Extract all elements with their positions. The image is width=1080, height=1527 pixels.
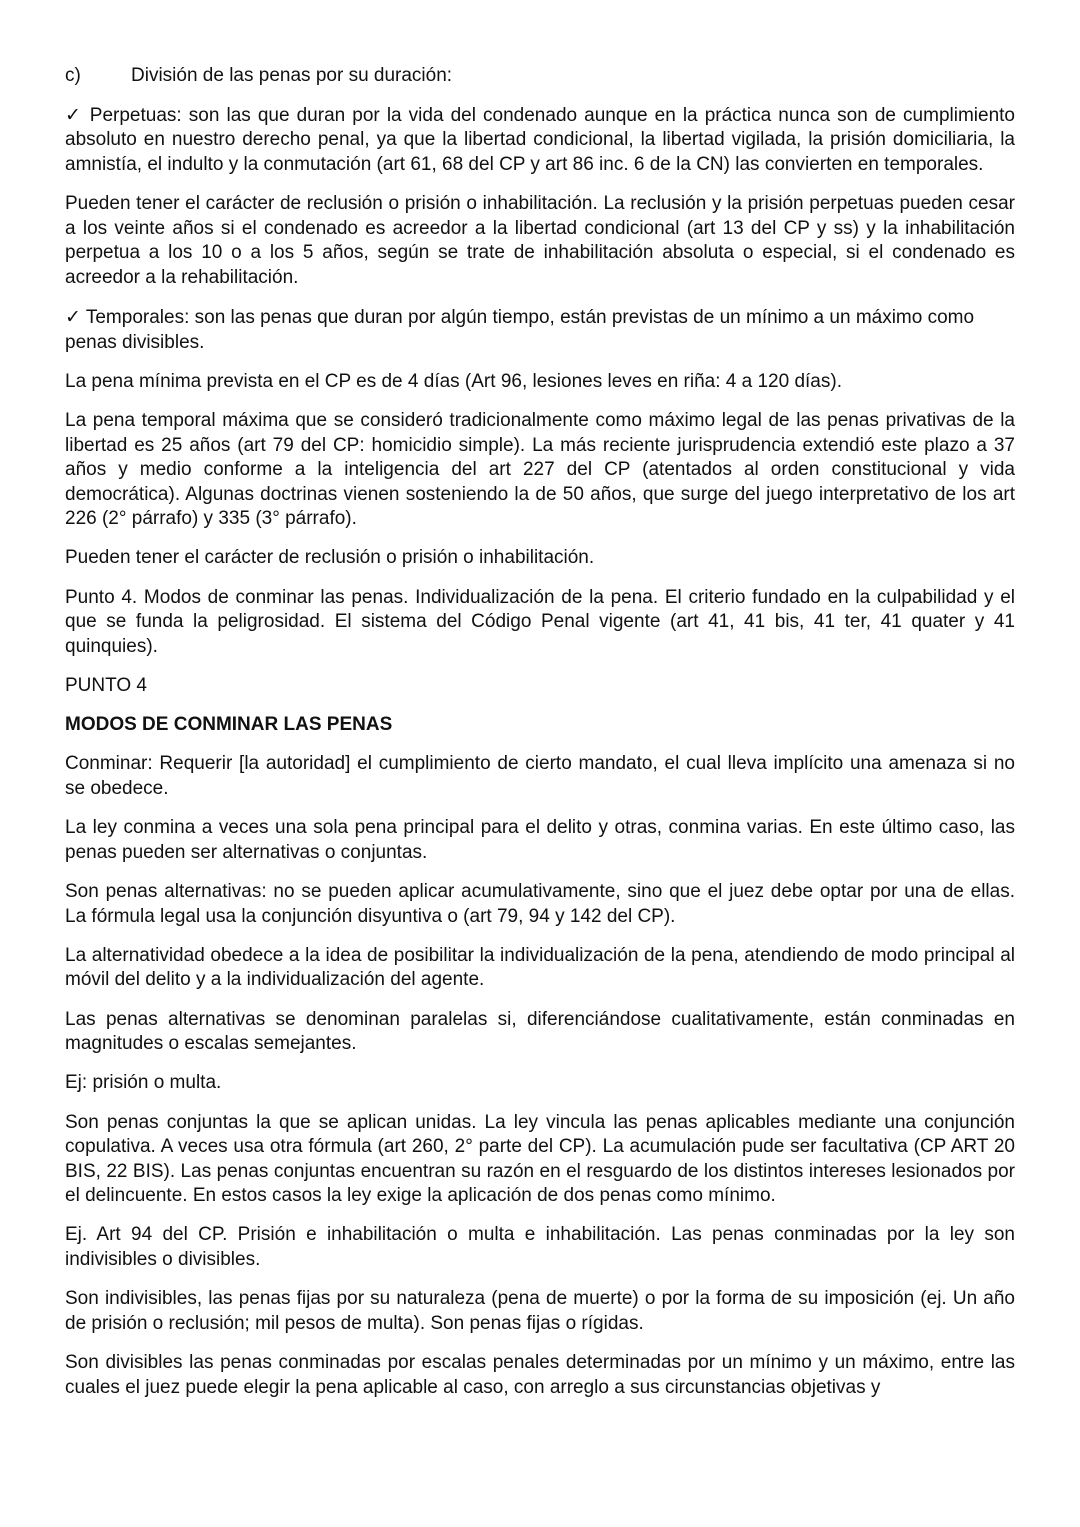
paragraph-paralelas: Las penas alternativas se denominan paralelas si, diferenciándose cualitativamente, están conminadas en magnitudes o escalas semejantes. [65, 1008, 1015, 1055]
paragraph-conjuntas: Son penas conjuntas la que se aplican unidas. La ley vincula las penas aplicables mediante una conjunción copulativa. A veces usa otra fórmula (art 260, 2° parte del CP). La acumulación pude ser facultativa (CP ART 20 BIS, 22 BIS). Las penas conjuntas encuentran su razón en el resguardo de los distintos intereses lesionados por el delincuente. En estos casos la ley exige la aplicación de dos penas como mínimo. [65, 1111, 1015, 1207]
paragraph-pena-minima: La pena mínima prevista en el CP es de 4 días (Art 96, lesiones leves en riña: 4 a 120 días). [65, 370, 842, 392]
paragraph-alternativas: Son penas alternativas: no se pueden aplicar acumulativamente, sino que el juez debe optar por una de ellas. La fórmula legal usa la conjunción disyuntiva o (art 79, 94 y 142 del CP). [65, 880, 1015, 927]
paragraph-ej-art94: Ej. Art 94 del CP. Prisión e inhabilitación o multa e inhabilitación. Las penas conminadas por la ley son indivisibles o divisibles. [65, 1224, 1015, 1271]
section-letter: c) [65, 65, 81, 86]
paragraph-ej-prision: Ej: prisión o multa. [65, 1072, 222, 1094]
paragraph-alternatividad: La alternatividad obedece a la idea de posibilitar la individualización de la pena, atendiendo de modo principal al móvil del delito y a la individualización del agente. [65, 944, 1015, 991]
document-page [65, 64, 1015, 1415]
section-title: División de las penas por su duración: [131, 65, 453, 86]
paragraph-perpetuas-caracter: Pueden tener el carácter de reclusión o prisión o inhabilitación. La reclusión y la prisión perpetuas pueden cesar a los veinte años si el condenado es acreedor a la libertad condicional (art 13 del CP y ss) y la inhabilitación perpetua a los 10 o a los 5 años, según se trate de inhabilitación absoluta o especial, si el condenado es acreedor a la rehabilitación. [65, 192, 1015, 288]
paragraph-punto4-intro: Punto 4. Modos de conminar las penas. Individualización de la pena. El criterio fundado en la culpabilidad y el que se funda la peligrosidad. El sistema del Código Penal vigente (art 41, 41 bis, 41 ter, 41 quater y 41 quinquies). [65, 586, 1015, 657]
paragraph-temporales: ✓ Temporales: son las penas que duran por algún tiempo, están previstas de un mínimo a un máximo como penas divisibles. [65, 305, 975, 353]
punto4-label: PUNTO 4 [65, 675, 148, 697]
paragraph-perpetuas: ✓ Perpetuas: son las que duran por la vida del condenado aunque en la práctica nunca son de cumplimiento absoluto en nuestro derecho penal, ya que la libertad condicional, la libertad vigilada, la prisión domiciliaria, la amnistía, el indulto y la conmutación (art 61, 68 del CP y art 86 inc. 6 de la CN) las convierten en temporales. [65, 103, 1015, 175]
checkmark-icon: ✓ [65, 305, 81, 328]
paragraph-divisibles: Son divisibles las penas conminadas por escalas penales determinadas por un mínimo y un máximo, entre las cuales el juez puede elegir la pena aplicable al caso, con arreglo a sus circunstancias objetivas y [65, 1352, 1015, 1398]
paragraph-temporales-caracter: Pueden tener el carácter de reclusión o prisión o inhabilitación. [65, 547, 595, 569]
modos-heading: MODOS DE CONMINAR LAS PENAS [65, 714, 393, 736]
section-heading [65, 64, 1015, 89]
paragraph-conminar-def: Conminar: Requerir [la autoridad] el cumplimiento de cierto mandato, el cual lleva implícito una amenaza si no se obedece. [65, 753, 1015, 799]
paragraph-indivisibles: Son indivisibles, las penas fijas por su naturaleza (pena de muerte) o por la forma de su imposición (ej. Un año de prisión o reclusión; mil pesos de multa). Son penas fijas o rígidas. [65, 1288, 1015, 1334]
paragraph-ley-conmina: La ley conmina a veces una sola pena principal para el delito y otras, conmina varias. En este último caso, las penas pueden ser alternativas o conjuntas. [65, 817, 1015, 863]
paragraph-pena-maxima: La pena temporal máxima que se consideró tradicionalmente como máximo legal de las penas privativas de la libertad es 25 años (art 79 del CP: homicidio simple). La más reciente jurisprudencia extendió este plazo a 37 años y medio conforme a la inteligencia del art 227 del CP (atentados al orden constitucional y vida democrática). Algunas doctrinas vienen sosteniendo la de 50 años, que surge del juego interpretativo de los art 226 (2° párrafo) y 335 (3° párrafo). [65, 409, 1015, 530]
checkmark-icon: ✓ [65, 103, 83, 126]
